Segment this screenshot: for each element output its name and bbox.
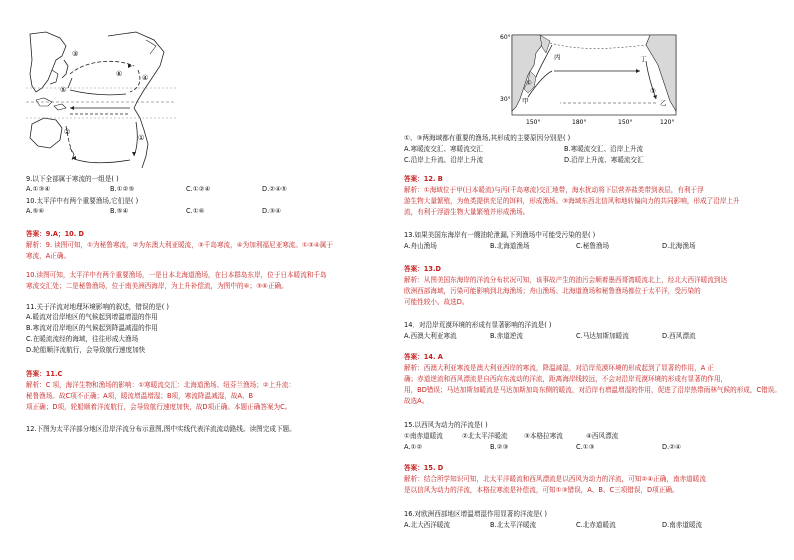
q15-sub-1: ①南赤道暖流 [404,432,443,440]
q11-option-d[interactable]: D.轮船顺洋流航行，会导致航行速度加快 [26,346,146,354]
explanation-12-line-3: 流，有利于浮游生物大量繁殖并形成渔场。 [404,208,530,216]
q10-option-d[interactable]: D.③④ [262,207,281,215]
region-label-ding: 丁 [640,55,647,63]
svg-text:①: ① [526,79,532,87]
q9-option-a[interactable]: A.①③④ [26,185,51,193]
q15-option-d[interactable]: D.②④ [662,443,681,451]
lat-30-label: 30° [500,96,511,103]
q11-option-a[interactable]: A.暖流对沿岸地区的气候起到增温增湿的作用 [26,313,158,321]
explanation-9-line-1: 解析：9. 读图可知，①为秘鲁寒流，②为东澳大利亚暖流，③千岛寒流，④为加利福尼亚寒流。①③④属于 [26,241,333,249]
q14-option-a[interactable]: A.西澳大利亚寒流 [404,332,457,340]
q10-option-b[interactable]: B.⑤④ [110,207,129,215]
svg-text:⑤: ⑤ [60,86,67,94]
q12-stem: ①、③两海域都有重要的渔场,其形成的主要原因分别是( ) [404,134,571,142]
explanation-9-line-2: 寒流，A正确。 [26,252,71,260]
pacific-currents-map [26,30,176,172]
explanation-11-line-1: 解析：C 项，海洋生物和渔场的影响：①寒暖流交汇：北海道渔场、纽芬兰渔场；②上升流： [26,381,296,389]
q14-option-b[interactable]: B.赤道逆流 [490,332,523,340]
answer-12: 答案：12. B [404,175,443,183]
q9-stem: 9.以下全部属于寒流的一组是( ) [26,175,119,183]
q12-option-b[interactable]: B.寒暖流交汇、沿岸上升流 [564,145,644,153]
lat-60-label: 60° [500,34,511,41]
explanation-12-line-1: 解析：①海域位于甲(日本暖流)与丙(千岛寒流)交汇地带，海水扰动将下层营养盐类带到表层，有利于浮 [404,186,704,194]
q13-option-d[interactable]: D.北海渔场 [662,242,696,250]
explanation-13-line-3: 可能性较小。故选D。 [404,298,469,306]
q13-stem: 13.如果美国东海岸有一艘油轮泄漏,下列渔场中可能受污染的是( ) [404,231,596,239]
q13-option-c[interactable]: C.秘鲁渔场 [576,242,610,250]
svg-text:①: ① [138,134,145,142]
explanation-14-line-2: 确；赤道逆流和西风漂流是自西向东流动的洋流，距离海岸线较远，不会对沿岸荒漠环境的形成有显著的作用， [404,375,728,383]
explanation-10-line-1: 10.读图可知，太平洋中有两个重要渔场，一是日本北海道渔场，在日本群岛东岸，位于日本暖流和千岛 [26,271,327,279]
q10-stem: 10.太平洋中有两个重要渔场,它们是( ) [26,197,139,205]
region-label-jia: 甲 [522,97,529,105]
q9-option-b[interactable]: B.①②⑤ [110,185,135,193]
q14-stem: 14．对沿岸荒漠环境的形成有显著影响的洋流是( ) [404,321,552,329]
q12-option-a[interactable]: A.寒暖流交汇、寒暖流交汇 [404,145,484,153]
answer-14: 答案：14. A [404,353,443,361]
explanation-11-line-2: 秘鲁渔场。故C项不正确；A项，暖流增温增湿；B项，寒流降温减湿，故A、B [26,392,254,400]
q13-option-a[interactable]: A.舟山渔场 [404,242,437,250]
q14-option-c[interactable]: C.马达加斯加暖流 [576,332,629,340]
explanation-14-line-4: 故选A。 [404,397,429,405]
q16-option-c[interactable]: C.北赤道暖流 [576,521,616,529]
q16-option-d[interactable]: D.南赤道暖流 [662,521,703,529]
q11-option-c[interactable]: C.在暖流流经的海域，往往形成大渔场 [26,335,139,343]
svg-text:③: ③ [650,87,656,95]
answer-9-10: 答案：9.A；10. D [26,230,85,238]
explanation-14-line-1: 解析：西澳大利亚寒流是澳大利亚西岸的寒流，降温减湿，对沿岸荒漠环境的形成起到了显著的作用，A 正 [404,364,714,372]
answer-15: 答案：15. D [404,464,444,472]
q15-option-a[interactable]: A.①② [404,443,423,451]
q14-option-d[interactable]: D.西风漂流 [662,332,696,340]
svg-text:③: ③ [72,50,79,58]
lon-120-label: 120° [660,119,675,126]
q16-stem: 16.对欧洲西部地区增温增湿作用显著的洋流是( ) [404,510,548,518]
q13-option-b[interactable]: B.北海道渔场 [490,242,530,250]
q11-stem: 11.关于洋流对地理环境影响的叙述，错误的是( ) [26,303,170,311]
lon-150e-label: 150° [618,119,633,126]
lon-180-label: 180° [572,119,587,126]
explanation-15-line-2: 是以信风为动力的洋流，本格拉寒流是补偿流，可知①③错误，A、B、C三项错误，D项正确。 [404,486,679,494]
answer-11: 答案：11.C [26,370,63,378]
svg-text:⑥: ⑥ [116,70,123,78]
q15-option-c[interactable]: C.①③ [576,443,595,451]
explanation-13-line-2: 欧洲西部海域，污染可能影响到北海渔场；舟山渔场、北海道渔场和秘鲁渔场都位于太平洋，受污染的 [404,287,701,295]
region-label-bing: 丙 [554,53,561,61]
q16-option-b[interactable]: B.北太平洋暖流 [490,521,537,529]
q16-option-a[interactable]: A.北大西洋暖流 [404,521,451,529]
explanation-15-line-1: 解析：结合所学知识可知，北太平洋暖流和西风漂流是以西风为动力的洋流，可知②④正确，南赤道暖流 [404,475,706,483]
lon-150w-label: 150° [526,119,541,126]
q15-option-b[interactable]: B.②③ [490,443,509,451]
q15-sub-3: ③本格拉寒流 [524,432,563,440]
q9-option-d[interactable]: D.②④⑤ [262,185,287,193]
region-label-yi: 乙 [660,99,667,107]
svg-text:②: ② [64,128,71,136]
svg-text:④: ④ [142,74,149,82]
q12-option-d[interactable]: D.沿岸上升流、寒暖流交汇 [564,156,644,164]
explanation-11-line-3: 项正确；D项，轮船顺着洋流航行，会导致航行速度加快，故D项正确。本题正确答案为C。 [26,403,292,411]
north-pacific-map [500,31,690,127]
q9-option-c[interactable]: C.①②④ [186,185,211,193]
q15-stem: 15.以西风为动力的洋流是( ) [404,421,488,429]
explanation-13-line-1: 解析：从图美国东海岸的洋流分布状况可知，该事故产生的油污会顺着墨西哥湾暖流北上，经北大西洋暖流到达 [404,276,728,284]
q12-intro: 12.下图为太平洋部分地区沿岸洋流分布示意图,图中实线代表洋流流动路线。读图完成下题。 [26,425,296,433]
explanation-14-line-3: 用，BD错误；马达加斯加暖流是马达加斯加岛东侧的暖流，对沿岸有增温增湿的作用，促进了沿岸热带雨林气候的形成，C错误。 [404,386,781,394]
q10-option-a[interactable]: A.⑤⑥ [26,207,45,215]
q11-option-b[interactable]: B.寒流对沿岸地区的气候起到降温减湿的作用 [26,324,158,332]
answer-13: 答案：13.D [404,265,441,273]
explanation-12-line-2: 游生物大量繁殖，为鱼类提供充足的饵料，形成渔场。③海域东西北信风和地转偏向力的共同影响，形成了沿岸上升 [404,197,740,205]
q10-option-c[interactable]: C.①⑥ [186,207,205,215]
q12-option-c[interactable]: C.沿岸上升流、沿岸上升流 [404,156,484,164]
q15-sub-4: ④西风漂流 [586,432,619,440]
explanation-10-line-2: 寒流交汇处；二是秘鲁渔场，位于南美洲西海岸，为上升补偿流，为图中的⑥；③⑥正确。 [26,282,288,290]
q15-sub-2: ②北太平洋暖流 [462,432,508,440]
